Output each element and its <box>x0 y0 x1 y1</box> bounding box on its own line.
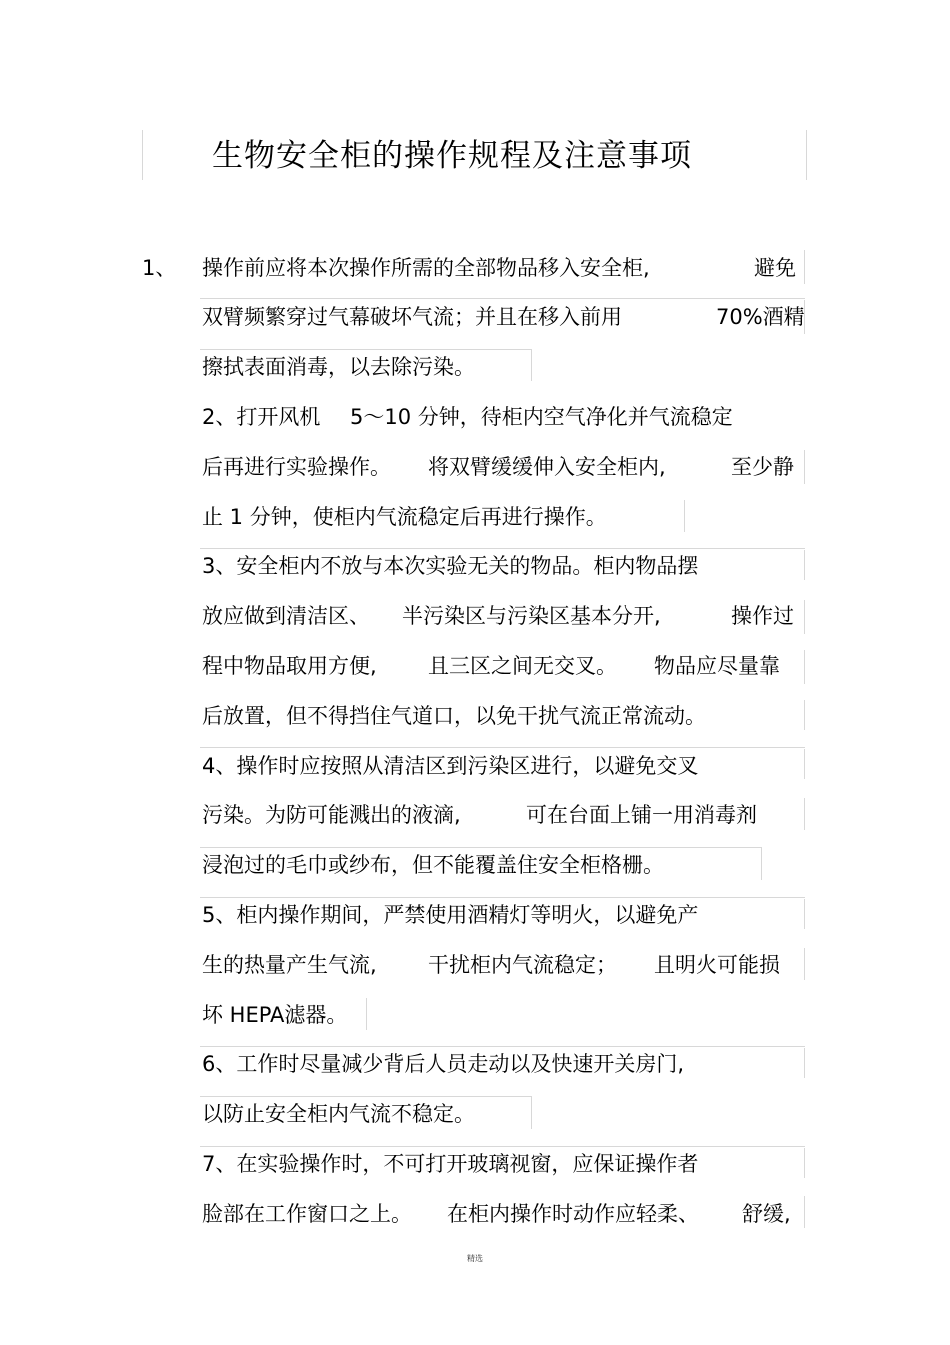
body-line: 5～10 分钟，待柜内空气净化并气流稳定 <box>350 405 733 429</box>
body-line: 后放置，但不得挡住气道口，以免干扰气流正常流动。 <box>202 704 706 728</box>
body-line: 操作过 <box>731 604 794 628</box>
body-line: 放应做到清洁区、 <box>202 604 370 628</box>
body-line: 后再进行实验操作。 <box>202 455 391 479</box>
body-line: 7、在实验操作时，不可打开玻璃视窗，应保证操作者 <box>202 1152 699 1176</box>
body-line: 生的热量产生气流, <box>202 953 377 977</box>
document-title: 生物安全柜的操作规程及注意事项 <box>212 138 692 174</box>
body-line: 至少静 <box>731 455 794 479</box>
body-line: 且三区之间无交叉。 <box>428 654 617 678</box>
body-line: 浸泡过的毛巾或纱布，但不能覆盖住安全柜格栅。 <box>202 853 664 877</box>
body-line: 避免 <box>754 256 796 280</box>
body-line: 70%酒精 <box>716 305 805 329</box>
body-line: 脸部在工作窗口之上。 <box>202 1202 412 1226</box>
body-line: 可在台面上铺一用消毒剂 <box>526 803 757 827</box>
body-line: 将双臂缓缓伸入安全柜内, <box>428 455 666 479</box>
body-line: 程中物品取用方便, <box>202 654 377 678</box>
body-line: 5、柜内操作期间，严禁使用酒精灯等明火，以避免产 <box>202 903 699 927</box>
body-line: 3、安全柜内不放与本次实验无关的物品。柜内物品摆 <box>202 554 699 578</box>
body-line: 2、打开风机 <box>202 405 321 429</box>
body-line: 半污染区与污染区基本分开, <box>402 604 661 628</box>
body-line: 止 1 分钟，使柜内气流稳定后再进行操作。 <box>202 505 607 529</box>
body-line: 坏 HEPA滤器。 <box>202 1003 348 1027</box>
item-1-number: 1、 <box>142 256 177 280</box>
body-line: 污染。为防可能溅出的液滴, <box>202 803 461 827</box>
body-line: 双臂频繁穿过气幕破坏气流；并且在移入前用 <box>202 305 622 329</box>
page-footer: 精选 <box>467 1254 483 1263</box>
body-line: 且明火可能损 <box>654 953 780 977</box>
body-line: 4、操作时应按照从清洁区到污染区进行，以避免交叉 <box>202 754 699 778</box>
body-line: 以防止安全柜内气流不稳定。 <box>202 1102 475 1126</box>
body-line: 物品应尽量靠 <box>654 654 780 678</box>
body-line: 干扰柜内气流稳定； <box>428 953 617 977</box>
body-line: 舒缓, <box>742 1202 791 1226</box>
body-line: 擦拭表面消毒，以去除污染。 <box>202 355 475 379</box>
body-line: 6、工作时尽量减少背后人员走动以及快速开关房门, <box>202 1052 685 1076</box>
body-line: 操作前应将本次操作所需的全部物品移入安全柜, <box>202 256 650 280</box>
body-line: 在柜内操作时动作应轻柔、 <box>447 1202 699 1226</box>
